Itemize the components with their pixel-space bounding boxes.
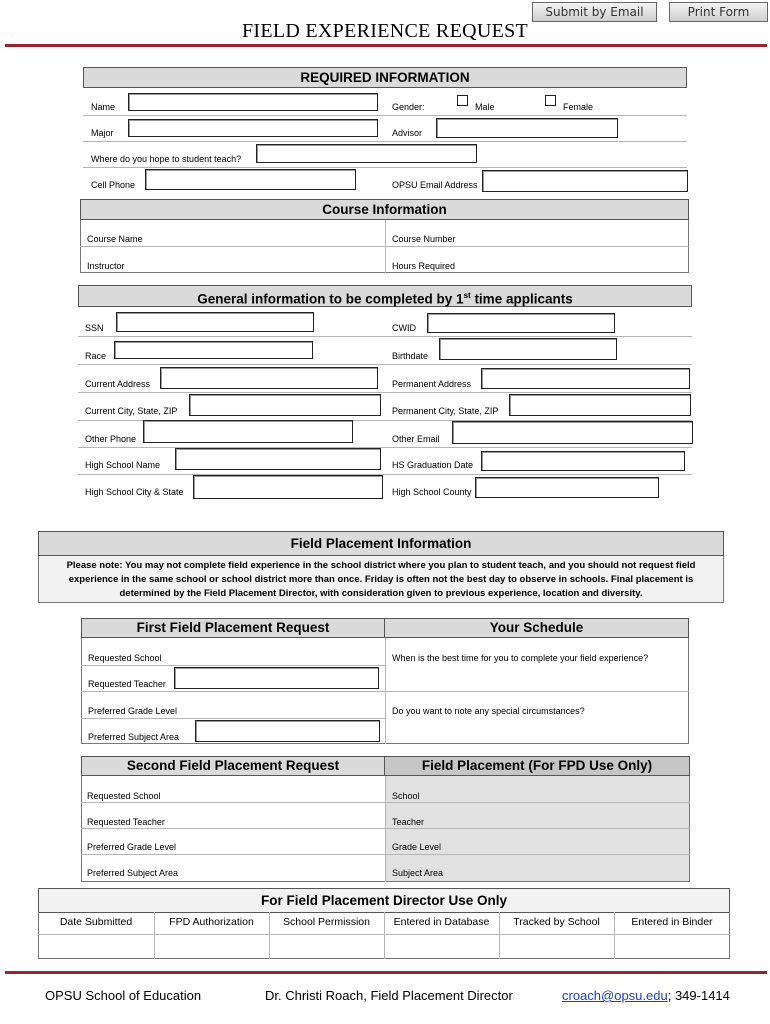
first-teacher-label: Requested Teacher [88,679,166,689]
director-use-header: For Field Placement Director Use Only [38,888,730,913]
current-city-field[interactable] [189,394,381,416]
special-circumstances-label: Do you want to note any special circumstances? [392,706,585,716]
first-subject-label: Preferred Subject Area [88,732,180,742]
current-address-field[interactable] [160,367,378,389]
second-grade-label: Preferred Grade Level [87,842,177,852]
cell-phone-field[interactable] [145,169,356,190]
footer-director: Dr. Christi Roach, Field Placement Director [265,988,513,1003]
field-placement-info-header: Field Placement Information [38,531,724,556]
birthdate-field[interactable] [439,338,617,360]
cwid-field[interactable] [427,313,615,333]
race-field[interactable] [114,341,313,359]
name-field[interactable] [128,93,378,111]
hs-city-field[interactable] [193,475,383,499]
race-label: Race [85,351,107,361]
other-phone-field[interactable] [143,420,353,443]
current-address-label: Current Address [85,379,151,389]
footer-school: OPSU School of Education [45,988,202,1003]
title-divider [5,44,767,47]
other-phone-label: Other Phone [85,434,137,444]
other-email-label: Other Email [392,434,440,444]
tracked-by-school-header: Tracked by School [513,916,600,928]
submit-by-email-button[interactable]: Submit by Email [532,2,657,22]
fpd-grade-label: Grade Level [392,842,442,852]
required-info-header: REQUIRED INFORMATION [83,67,687,88]
course-number-label: Course Number [392,234,456,244]
advisor-label: Advisor [392,128,423,138]
major-field[interactable] [128,119,378,137]
permanent-city-field[interactable] [509,394,691,416]
gender-label: Gender: [392,102,425,112]
second-school-label: Requested School [87,791,161,801]
footer-contact [562,988,730,1003]
date-submitted-header: Date Submitted [59,916,133,928]
first-subject-field[interactable] [195,720,380,742]
hs-county-field[interactable] [475,477,659,498]
fpd-school-label: School [392,791,420,801]
footer-phone: ; 349-1414 [667,988,730,1003]
second-placement-header: Second Field Placement Request [81,756,385,776]
course-info-header: Course Information [80,199,689,220]
second-subject-label: Preferred Subject Area [87,868,179,878]
fpd-authorization-header: FPD Authorization [169,916,254,928]
fpd-subject-label: Subject Area [392,868,444,878]
school-permission-header: School Permission [283,916,370,928]
entered-database-header: Entered in Database [393,916,490,928]
first-school-label: Requested School [88,653,162,663]
current-city-label: Current City, State, ZIP [85,406,178,416]
first-placement-header: First Field Placement Request [81,618,385,638]
hours-required-label: Hours Required [392,261,456,271]
birthdate-label: Birthdate [392,351,429,361]
permanent-address-label: Permanent Address [392,379,472,389]
fpd-teacher-label: Teacher [392,817,425,827]
second-teacher-label: Requested Teacher [87,817,165,827]
student-teach-label: Where do you hope to student teach? [91,154,242,164]
male-checkbox[interactable] [457,95,468,106]
hs-name-label: High School Name [85,460,161,470]
page-title: FIELD EXPERIENCE REQUEST [241,20,529,42]
other-email-field[interactable] [452,421,693,444]
male-label: Male [475,102,495,112]
general-info-header: General information to be completed by 1st time applicants [78,285,692,307]
fpd-use-header: Field Placement (For FPD Use Only) [384,756,690,776]
hs-grad-field[interactable] [481,451,685,471]
hs-city-label: High School City & State [85,487,184,497]
female-label: Female [563,102,594,112]
instructor-label: Instructor [87,261,125,271]
major-label: Major [91,128,114,138]
email-field[interactable] [482,170,688,192]
first-teacher-field[interactable] [174,667,379,689]
ssn-label: SSN [85,323,104,333]
your-schedule-header: Your Schedule [384,618,689,638]
first-grade-label: Preferred Grade Level [88,706,178,716]
advisor-field[interactable] [436,118,618,138]
permanent-address-field[interactable] [481,368,690,389]
cwid-label: CWID [392,323,416,333]
cell-phone-label: Cell Phone [91,180,136,190]
name-label: Name [91,102,116,112]
hs-grad-label: HS Graduation Date [392,460,474,470]
permanent-city-label: Permanent City, State, ZIP [392,406,499,416]
hs-county-label: High School County [392,487,472,497]
female-checkbox[interactable] [545,95,556,106]
course-name-label: Course Name [87,234,143,244]
placement-note: Please note: You may not complete field experience in the school district where you plan to student teach, and you should not request field experience in the same school or school district more than once. Friday is often not the best day to observe in schools. Final placement is determined by the Field Placement Director, with consideration given to previous experience, location and diversity. [66,560,696,599]
ssn-field[interactable] [116,312,314,332]
print-form-button[interactable]: Print Form [669,2,768,22]
email-label: OPSU Email Address [392,180,478,190]
entered-binder-header: Entered in Binder [631,916,713,928]
hs-name-field[interactable] [175,448,381,470]
student-teach-field[interactable] [256,144,477,163]
footer-divider [5,971,767,974]
best-time-label: When is the best time for you to complete your field experience? [392,653,649,663]
footer-email-link[interactable]: croach@opsu.edu [562,988,668,1003]
